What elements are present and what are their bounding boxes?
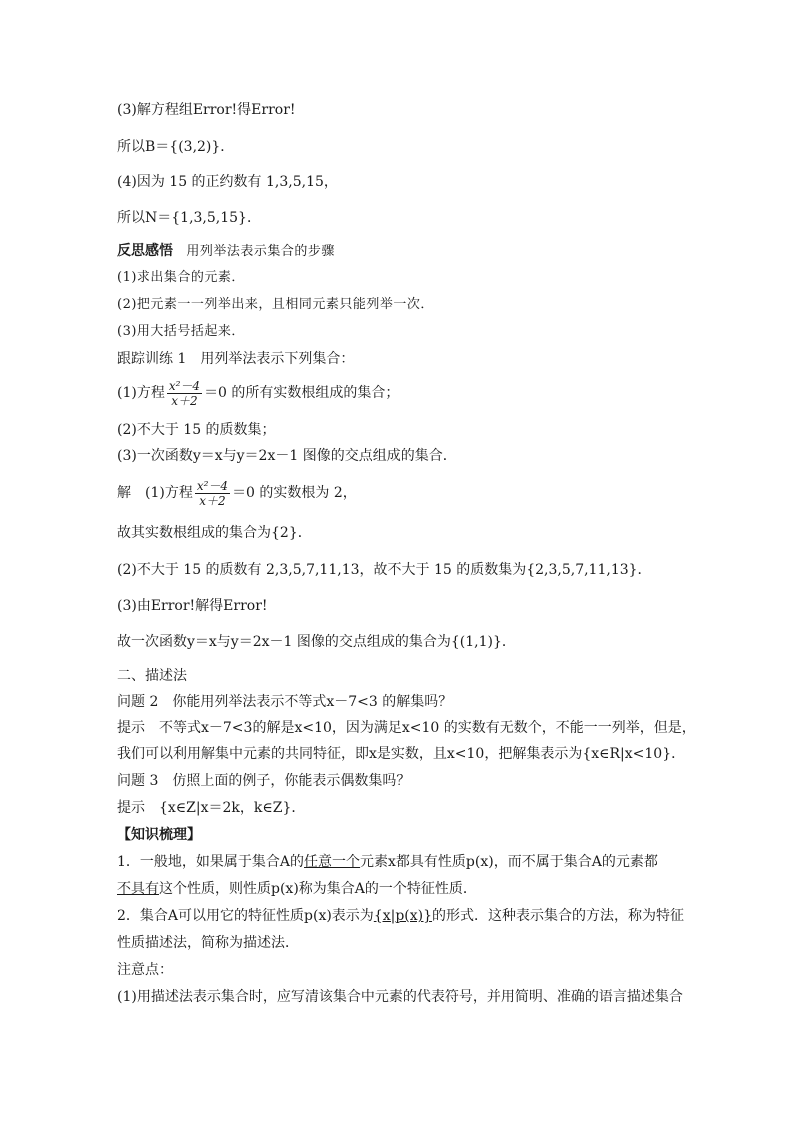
fraction-numerator: x²－4 xyxy=(168,378,201,393)
question-2: 问题 2 你能用列举法表示不等式x－7<3 的解集吗？ xyxy=(117,694,453,710)
training-item-3: (3)一次函数y＝x与y＝2x－1 图像的交点组成的集合． xyxy=(117,448,457,464)
reflection-step-1: (1)求出集合的元素． xyxy=(117,270,245,285)
knowledge-2-text-cont: 的形式．这种表示集合的方法，称为特征 xyxy=(432,908,685,924)
answer-line-3: (3)由Error!解得Error! xyxy=(117,598,268,614)
reflection-heading xyxy=(117,242,335,261)
knowledge-1-text-cont: 元素x都具有性质p(x)，而不属于集合A的元素都 xyxy=(360,854,658,870)
knowledge-2-line-1 xyxy=(117,907,684,925)
knowledge-2-text: 2．集合A可以用它的特征性质p(x)表示为 xyxy=(117,908,374,924)
answer-line-1-suffix: ＝0 的实数根为 2， xyxy=(232,485,357,501)
solution-line-3: (3)解方程组Error!得Error! xyxy=(117,102,296,118)
solution-line-set-b: 所以B＝{(3,2)}． xyxy=(117,139,235,155)
reflection-step-2: (2)把元素一一列举出来，且相同元素只能列举一次． xyxy=(117,297,434,312)
solution-line-4: (4)因为 15 的正约数有 1,3,5,15， xyxy=(117,174,338,190)
answer-line-1b: 故其实数根组成的集合为{2}． xyxy=(117,525,312,541)
answer-line-1-prefix: 解 (1)方程 xyxy=(117,485,193,501)
knowledge-heading: 【知识梳理】 xyxy=(117,827,201,843)
underlined-term: {x|p(x)} xyxy=(373,908,433,924)
hint-2-line-2: 我们可以利用解集中元素的共同特征，即x是实数，且x<10，把解集表示为{x∈R|x<10}． xyxy=(117,746,686,762)
training-item-2: (2)不大于 15 的质数集； xyxy=(117,422,276,438)
answer-line-3b: 故一次函数y＝x与y＝2x－1 图像的交点组成的集合为{(1,1)}． xyxy=(117,634,516,650)
hint-2-line-1: 提示 不等式x－7<3的解是x<10，因为满足x<10 的实数有无数个，不能一一列举，但是， xyxy=(117,720,696,736)
knowledge-1-line-1 xyxy=(117,853,658,871)
training-item-1-suffix: ＝0 的所有实数根组成的集合； xyxy=(204,385,400,401)
training-item-1-prefix: (1)方程 xyxy=(117,385,165,401)
note-1: (1)用描述法表示集合时，应写清该集合中元素的代表符号，并用简明、准确的语言描述集合 xyxy=(117,989,683,1005)
reflection-step-3: (3)用大括号括起来． xyxy=(117,324,245,339)
knowledge-1-text-end: 这个性质，则性质p(x)称为集合A的一个特征性质． xyxy=(159,881,477,897)
underlined-term: 任意一个 xyxy=(304,854,361,870)
fraction-denominator: x＋2 xyxy=(171,393,198,408)
training-title: 跟踪训练 1 用列举法表示下列集合： xyxy=(117,351,355,367)
answer-line-1 xyxy=(117,478,357,508)
solution-line-set-n: 所以N＝{1,3,5,15}． xyxy=(117,210,261,226)
fraction-equation-answer xyxy=(195,479,230,508)
training-item-1 xyxy=(117,378,399,408)
note-heading: 注意点： xyxy=(117,962,173,978)
knowledge-1-line-2 xyxy=(117,880,477,898)
underlined-term: 不具有 xyxy=(117,881,159,897)
reflection-subtitle: 用列举法表示集合的步骤 xyxy=(186,244,335,259)
fraction-equation xyxy=(167,379,202,408)
fraction-numerator: x²－4 xyxy=(196,478,229,493)
fraction-denominator: x＋2 xyxy=(199,493,226,508)
section-heading-description: 二、描述法 xyxy=(117,668,187,684)
answer-line-2: (2)不大于 15 的质数有 2,3,5,7,11,13，故不大于 15 的质数集为{2,3,5,7,11,13}． xyxy=(117,562,652,578)
reflection-title: 反思感悟 xyxy=(117,243,173,259)
knowledge-2-line-2: 性质描述法，简称为描述法． xyxy=(117,935,299,951)
knowledge-1-text: 1．一般地，如果属于集合A的 xyxy=(117,854,305,870)
hint-3: 提示 {x∈Z|x＝2k，k∈Z}． xyxy=(117,800,306,816)
question-3: 问题 3 仿照上面的例子，你能表示偶数集吗？ xyxy=(117,773,411,789)
